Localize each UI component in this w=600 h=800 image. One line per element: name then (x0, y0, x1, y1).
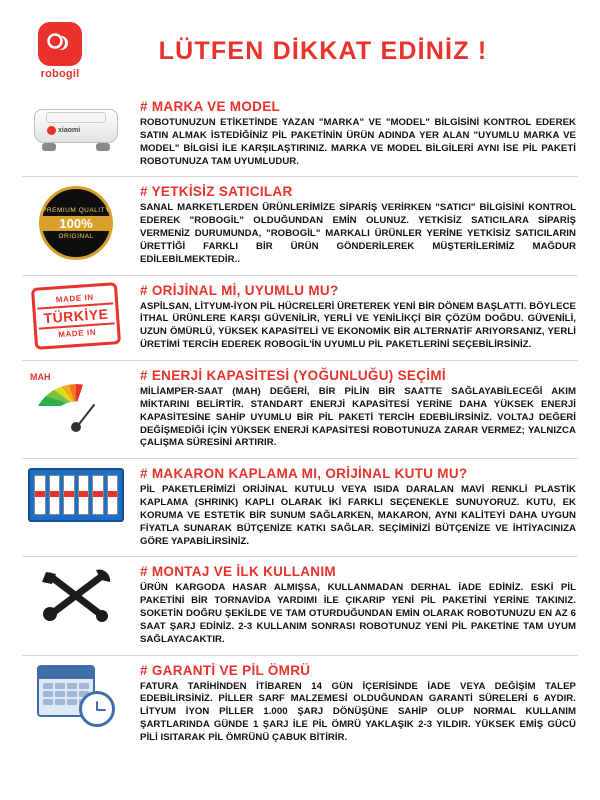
section-title: # ENERJİ KAPASİTESİ (YOĞUNLUĞU) SEÇİMİ (140, 367, 446, 383)
section-row (22, 557, 578, 655)
section-text (140, 99, 578, 168)
seal-bottom-label: ORIGINAL (58, 232, 94, 240)
section-text (140, 368, 578, 450)
made-in-turkiye-stamp-icon (22, 283, 130, 347)
stamp-bottom-label: MADE IN (57, 327, 97, 339)
section-title: # ORİJİNAL Mİ, UYUMLU MU? (140, 282, 339, 298)
section-text (140, 184, 578, 266)
brand-logo-text: robogil (40, 68, 80, 80)
section-title: # MARKA VE MODEL (140, 99, 281, 114)
seal-top-label: PREMIUM QUALITY (42, 206, 110, 214)
brand-logo (26, 22, 94, 80)
premium-quality-seal-icon (22, 184, 130, 260)
section-body: MİLİAMPER-SAAT (MAH) DEĞERİ, BİR PİLİN BİR SAATTE SAĞLAYABİLECEĞİ AKIM MİKTARINI BELİRTİR. STANDART ENERJİ KAPASİTESİ YERİNE DAHA YÜKSEK ENERJİ KAPASİTESİNE SAHİP UYUMLU BİR PİL PAKETİ TERCİH EDEBİLİRSİNİZ. VOLTAJ DEĞERİ DEĞİŞMEDİĞİ İÇİN YÜKSEK ENERJİ KAPASİTESİ ROBOTUNUZA ZARAR VERMEZ; YALNIZCA ÇALIŞMA SÜRESİNİ ARTIRIR. (140, 385, 576, 449)
page-title: LÜTFEN DİKKAT EDİNİZ ! (158, 36, 488, 65)
robogil-logo-icon (38, 22, 82, 66)
seal-mid-label: 100% (42, 216, 110, 231)
capacity-gauge-icon (22, 368, 130, 428)
stamp-mid-label: TÜRKİYE (37, 302, 115, 329)
section-text (140, 466, 578, 548)
section-row (22, 92, 578, 177)
section-body: PİL PAKETLERİMİZİ ORİJİNAL KUTULU VEYA ISIDA DARALAN MAVİ RENKLİ PLASTİK KAPLAMA (SHRINK) KAPLI OLARAK İKİ FARKLI SEÇENEKLE SUNUYORUZ. KUTU, EK KORUMA VE ESTETİK BİR SUNUM SAĞLARKEN, MAKARON, AYNI KALİTEYİ DAHA UYGUN FİYATLA SUNARAK BÜTÇENİZE KATKI SAĞLAR. SEÇİMİNİZİ BÜTÇENİZE VE İHTİYACINIZA GÖRE YAPABİLİRSİNİZ. (140, 484, 576, 547)
section-title: # MONTAJ VE İLK KULLANIM (140, 564, 336, 580)
gauge-unit-label: MAH (30, 371, 51, 382)
robot-vacuum-icon (22, 99, 130, 153)
page-header (22, 18, 578, 92)
section-text (140, 564, 578, 646)
section-row (22, 276, 578, 361)
battery-pack-box-icon (22, 466, 130, 522)
section-title: # GARANTİ VE PİL ÖMRÜ (140, 662, 311, 678)
stamp-top-label: MADE IN (55, 292, 95, 304)
section-body: ÜRÜN KARGODA HASAR ALMIŞSA, KULLANMADAN DERHAL İADE EDİNİZ. ESKİ PİL PAKETİNİ BİR TORNAVİDA YARDIMI İLE ÇIKARIP YENİ PİL PAKETİNİ YERİNE TAKINIZ. SOKETİN DOĞRU ŞEKİLDE VE TAM OTURDUĞUNDAN EMİN OLARAK ROBOTUNUZU EN AZ 6 SAAT ŞARJ EDİNİZ. 2-3 KULLANIM SONRASI ROBOTUNUZ YENİ PİL PAKETİNE TAM UYUM SAĞLAYACAKTIR. (140, 582, 576, 645)
calendar-clock-icon (22, 663, 130, 727)
section-body: ASPİLSAN, LİTYUM-İYON PİL HÜCRELERİ ÜRETEREK YENİ BİR DÖNEM BAŞLATTI. BÖYLECE İTHAL ÜRÜNLERE KARŞI GÜVENİLİR, YERLİ VE YENİLİKÇİ BİR ÇÖZÜM DOĞDU. GÜVENİLİ, UZUN ÖMÜRLÜ, YÜKSEK KAPASİTELİ VE EKONOMİK BİR ALTERNATİF ARIYORSANIZ, YERLİ ÜRETİMİ TERCİH EDEREK ROBOGİL'İN UYUMLU PİL PAKETLERİNİ SEÇEBİLİRSİNİZ. (140, 300, 576, 351)
section-body: SANAL MARKETLERDEN ÜRÜNLERİMİZE SİPARİŞ VERİRKEN "SATICI" BİLGİSİNİ KONTROL EDEREK "ROBOGİL" OLDUĞUNDAN EMİN OLUNUZ. YETKİSİZ SATICILARA SİPARİŞ VERMENİZ DURUMUNDA, "ROBOGİL" MARKALI ÜRÜNLER YERİNE YETKİSİZ SATICILARIN ÜRETTİĞİ FARKLI BİR ÜRÜN GÖNDERİLEREK MÜŞTERİLERİMİZ MAĞDUR EDİLEBİLMEKTEDİR.. (140, 202, 576, 265)
section-text (140, 663, 578, 745)
section-text (140, 283, 578, 352)
vacuum-brand-label: xiaomi (58, 127, 81, 134)
section-title: # YETKİSİZ SATICILAR (140, 184, 293, 200)
section-row (22, 656, 578, 753)
section-body: FATURA TARİHİNDEN İTİBAREN 14 GÜN İÇERİSİNDE İADE VEYA DEĞİŞİM TALEP EDEBİLİRSİNİZ. PİLLER SARF MALZEMESİ OLDUĞUNDAN GARANTİ SÜRELERİ 6 AYDIR. LİTYUM İYON PİLLER 1.000 ŞARJ DÖNÜŞÜNE SAHİP OLUP NORMAL KULLANIM ŞARTLARINDA GÜNDE 1 ŞARJ İLE PİL ÖMRÜ YAKLAŞIK 2-3 YILDIR. YÜKSEK EMİŞ GÜCÜ PİLİ ISITARAK PİL ÖMRÜNÜ ÇABUK BİTİRİR. (140, 680, 576, 743)
section-row (22, 361, 578, 459)
tools-icon (22, 564, 130, 622)
section-title: # MAKARON KAPLAMA MI, ORİJİNAL KUTU MU? (140, 466, 468, 482)
section-row (22, 177, 578, 275)
section-row (22, 459, 578, 557)
section-body: ROBOTUNUZUN ETİKETİNDE YAZAN "MARKA" VE "MODEL" BİLGİSİNİ KONTROL EDEREK SATIN ALMAK İSTEDİĞİNİZ PİL PAKETİNİN ÜRÜN ADINDA YER ALAN "UYUMLU MARKA VE MODEL" BİLGİSİ İLE KARŞILAŞTIRINIZ. MARKA VE MODEL BİLGİLERİ AYNI İSE PİL PAKETİ ROBOTUNUZA TAM UYUMLUDUR. (140, 117, 576, 167)
